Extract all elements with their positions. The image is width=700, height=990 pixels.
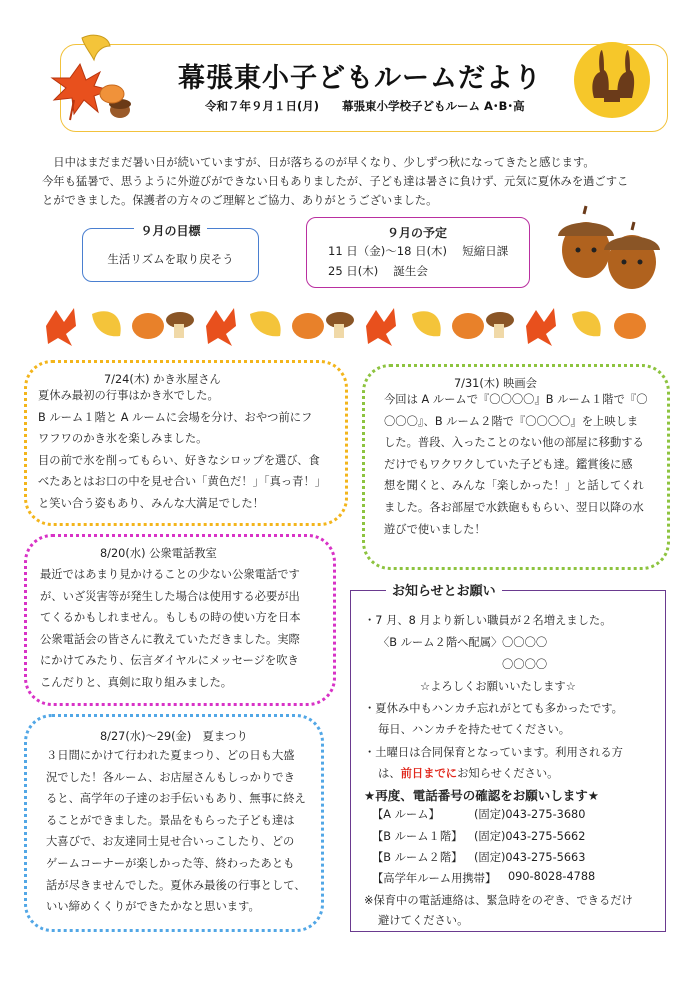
event-kakigori-body [38, 385, 338, 515]
schedule-item: 25 日(木) 誕生会 [328, 264, 428, 278]
body-line: 話が尽きませんでした。夏休み最後の行事として、 [46, 878, 306, 892]
body-line: てくるかもしれません。もしもの時の使い方を日本 [40, 611, 301, 625]
monthly-goal-title: ９月の目標 [82, 222, 259, 239]
body-line: 況でした！各ルーム、お店屋さんもしっかりでき [46, 770, 295, 784]
notice-staff-name: 〇〇〇〇 [502, 658, 548, 671]
phone-note: 避けてください。 [378, 914, 469, 927]
notice-staff-dept: 〈B ルーム２階へ配属〉 [378, 636, 503, 649]
body-line: 夏休み最初の行事はかき氷でした。 [38, 389, 219, 402]
phone-number: (固定)043-275-3680 [474, 808, 586, 821]
deadline-emphasis: 前日までに [400, 767, 458, 780]
body-line: 〇〇〇』、B ルーム２階で『〇〇〇〇』を上映しま [384, 414, 639, 428]
body-line: と笑い合う姿もあり、みんな大満足でした！ [38, 496, 264, 510]
phone-number: (固定)043-275-5663 [474, 851, 586, 864]
phone-room-label: 【B ルーム２階】 [372, 851, 463, 864]
notice-saturday-line: は、前日までにお知らせください。 [378, 767, 559, 780]
body-line: 目の前で氷を削ってもらい、好きなシロップを選び、食 [38, 453, 320, 467]
body-line: ました。各お部屋で水鉄砲ももらい、翌日以降の水 [384, 500, 644, 514]
phone-number: 090-8028-4788 [508, 870, 596, 883]
body-line: 公衆電話会の皆さんに教えていただきました。実際 [40, 632, 300, 646]
phone-number: (固定)043-275-5662 [474, 830, 586, 843]
body-line: ゲームコーナーが楽しかった等、終わったあとも [46, 856, 295, 870]
event-movie-body [384, 389, 660, 540]
acorns-illustration [548, 200, 668, 292]
body-line: ると、高学年の子達のお手伝いもあり、無事に終え [46, 792, 306, 806]
body-line: ることができました。景品をもらった子ども達は [46, 813, 295, 827]
event-summer-festival-body [46, 745, 318, 918]
monthly-goal-text: 生活リズムを取り戻そう [107, 252, 234, 266]
autumn-leaves-illustration [44, 30, 144, 130]
body-line: 想を聞くと、みんな「楽しかった！」と話してくれ [384, 479, 644, 493]
issue-date-and-school: 令和７年９月１日(月) 幕張東小学校子どもルーム A･B･高 [205, 99, 525, 113]
notice-staff-line: ・7 月、8 月より新しい職員が２名増えました。 [364, 614, 612, 627]
notice-title: お知らせとお願い [386, 580, 502, 599]
autumn-leaf-garland [40, 300, 660, 352]
event-public-phone-heading: 8/20(水) 公衆電話教室 [100, 547, 217, 560]
body-line: ワフワのかき氷を楽しみました。 [38, 432, 208, 446]
intro-line: 日中はまだまだ暑い日が続いていますが、日が落ちるのが早くなり、少しずつ秋になってきたと感じます。 [42, 156, 595, 169]
phone-check-title: ★再度、電話番号の確認をお願いします★ [364, 788, 599, 803]
intro-line: とができました。保護者の方々のご理解とご協力、ありがとうございました。 [42, 194, 438, 207]
notice-handkerchief-line: ・夏休み中もハンカチ忘れがとても多かったです。 [364, 702, 623, 715]
body-line: べたあとはお口の中を見せ合い「黄色だ！」「真っ青！」 [38, 475, 327, 489]
body-line: 今回は A ルームで『〇〇〇〇』B ルーム１階で『〇 [384, 393, 648, 406]
event-public-phone-body [40, 564, 330, 694]
body-line: が、いざ災害等が発生した場合は使用する必要が出 [40, 589, 300, 603]
phone-room-label: 【B ルーム１階】 [372, 830, 463, 843]
notice-handkerchief-line: 毎日、ハンカチを持たせてください。 [378, 723, 571, 736]
intro-line: 今年も猛暑で、思うように外遊びができない日もありましたが、子ども達は暑さに負けず、元気に夏休みを過ごすこ [42, 175, 629, 188]
phone-room-label: 【高学年ルーム用携帯】 [372, 872, 497, 885]
event-kakigori-heading: 7/24(木) かき氷屋さん [104, 373, 221, 386]
newsletter-title: 幕張東小子どもルームだより [178, 63, 542, 94]
body-line: した。普段、入ったことのない他の部屋に移動する [384, 436, 644, 450]
body-line: だけでもワクワクしていた子ども達。鑑賞後に感 [384, 457, 633, 471]
event-summer-festival-heading: 8/27(水)～29(金) 夏まつり [100, 730, 248, 743]
schedule-item: 11 日（金)～18 日(木) 短縮日課 [328, 244, 509, 258]
body-line: こんだりと、真剣に取り組みました。 [40, 675, 233, 689]
body-line: ３日間にかけて行われた夏まつり、どの日も大盛 [46, 749, 295, 762]
body-line: B ルーム１階と A ルームに会場を分け、おやつ前にフ [38, 410, 313, 424]
notice-regards: ☆よろしくお願いいたします☆ [420, 680, 576, 693]
body-line: 大喜びで、お友達同士見せ合いっこしたり、どの [46, 835, 295, 849]
phone-note: ※保育中の電話連絡は、緊急時をのぞき、できるだけ [364, 894, 633, 907]
phone-room-label: 【A ルーム】 [372, 808, 440, 821]
body-line: いい締めくくりができたかなと思います。 [46, 900, 260, 914]
monthly-schedule-title: ９月の予定 [386, 226, 447, 240]
event-movie-heading: 7/31(木) 映画会 [454, 377, 537, 390]
notice-staff-name: 〇〇〇〇 [502, 636, 548, 649]
body-line: にかけてみたり、伝言ダイヤルにメッセージを吹き [40, 654, 299, 668]
notice-saturday-line: ・土曜日は合同保育となっています。利用される方 [364, 746, 623, 759]
body-line: 遊びで使いました！ [384, 522, 486, 536]
body-line: 最近ではあまり見かけることの少ない公衆電話です [40, 568, 300, 581]
